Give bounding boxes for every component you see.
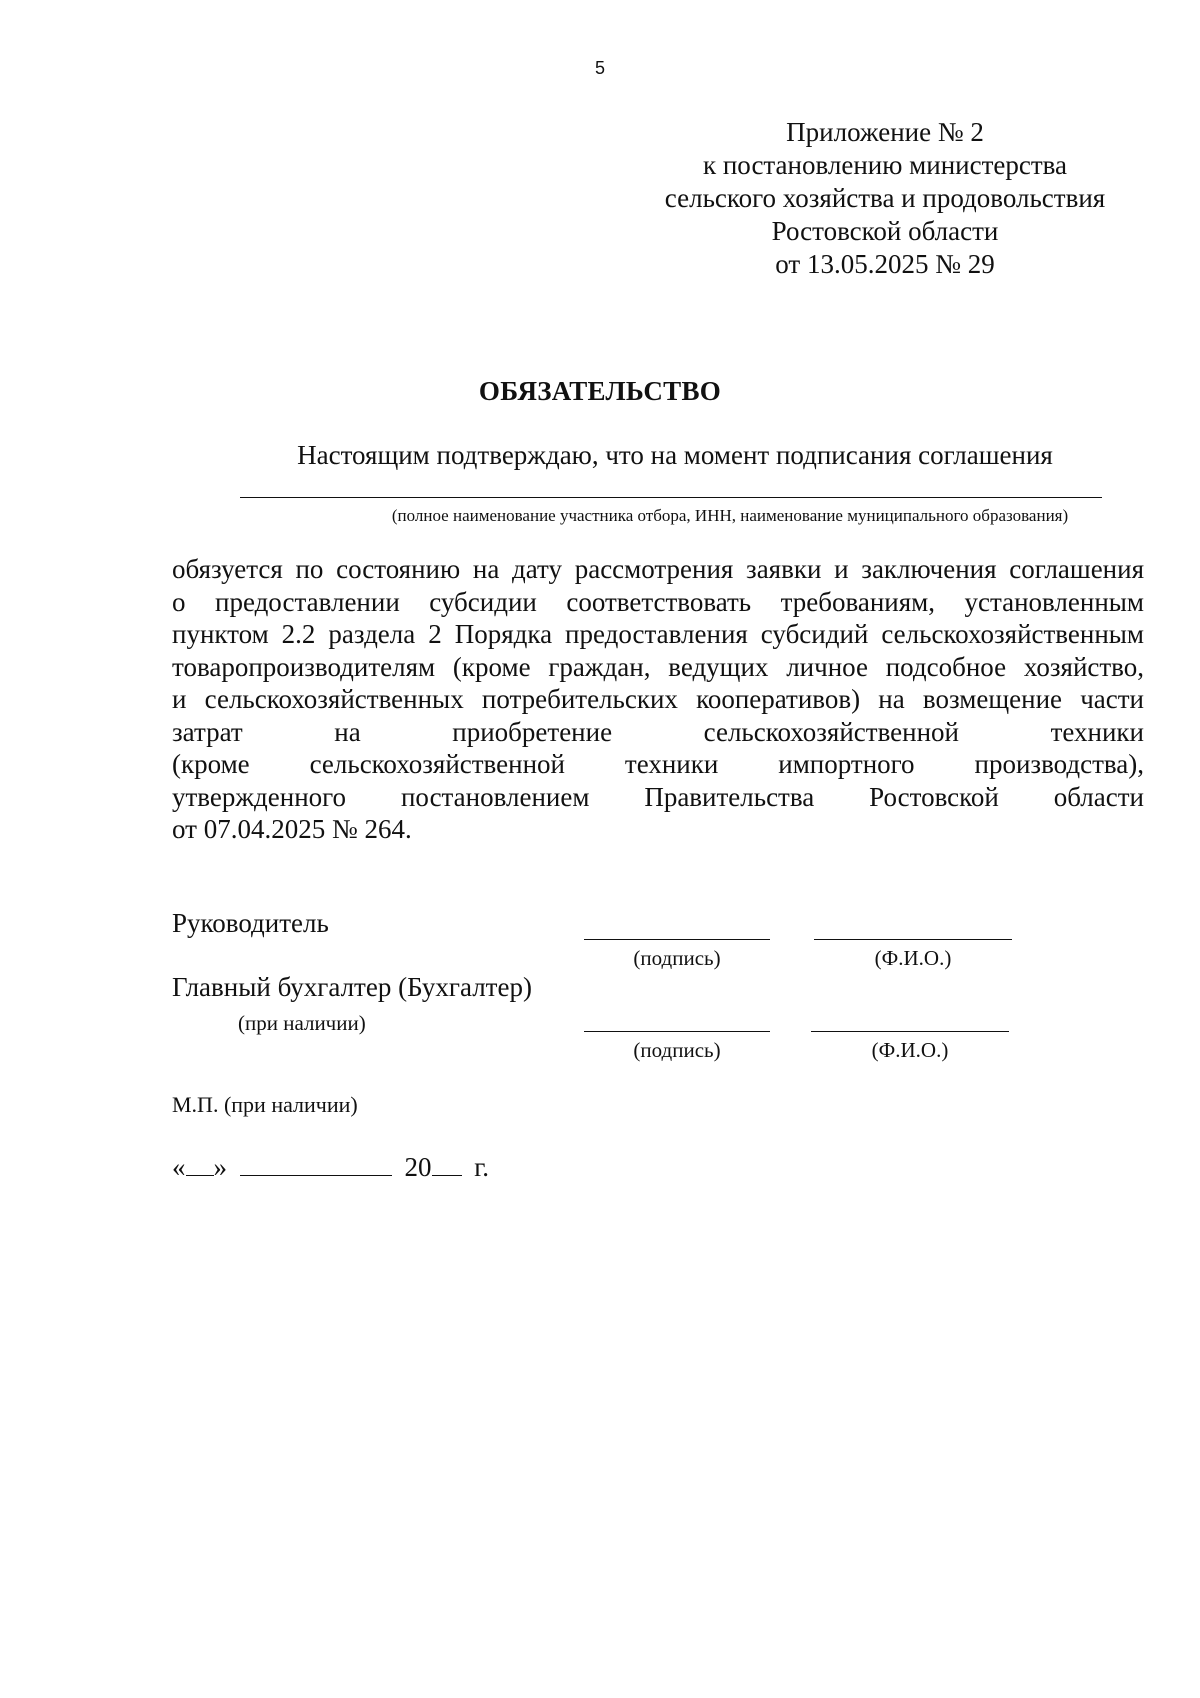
stamp-note: М.П. (при наличии) xyxy=(172,1092,358,1117)
date-row xyxy=(172,1152,489,1183)
body-line: утвержденного постановлением Правительства Ростовской области xyxy=(172,781,1144,812)
head-signature-line xyxy=(584,939,770,940)
body-line: о предоставлении субсидии соответствовать требованиям, установленным xyxy=(172,586,1144,617)
accountant-label: Главный бухгалтер (Бухгалтер) xyxy=(172,972,532,1002)
body-line: (кроме сельскохозяйственной техники импортного производства), xyxy=(172,749,1144,779)
year-suffix: г. xyxy=(474,1152,490,1182)
month-blank xyxy=(240,1153,392,1176)
appendix-header xyxy=(620,116,1150,281)
date-close-quote: » xyxy=(213,1152,227,1182)
date-open-quote: « xyxy=(172,1152,186,1182)
body-line: и сельскохозяйственных потребительских кооперативов) на возмещение части xyxy=(172,684,1144,714)
body-line: товаропроизводителям (кроме граждан, ведущих личное подсобное хозяйство, xyxy=(172,651,1144,682)
accountant-name-line xyxy=(811,1031,1009,1032)
document-title: ОБЯЗАТЕЛЬСТВО xyxy=(478,376,722,406)
appendix-line-3: сельского хозяйства и продовольствия xyxy=(664,183,1106,213)
intro-sentence: Настоящим подтверждаю, что на момент подписания соглашения xyxy=(297,440,1053,470)
appendix-line-5: от 13.05.2025 № 29 xyxy=(775,249,995,279)
body-line: затрат на приобретение сельскохозяйственной техники xyxy=(172,716,1144,747)
body-line: обязуется по состоянию на дату рассмотрения заявки и заключения соглашения xyxy=(172,554,1144,584)
obligation-body xyxy=(172,553,1144,846)
head-signature-caption: (подпись) xyxy=(633,946,721,970)
head-name-caption: (Ф.И.О.) xyxy=(874,946,952,970)
appendix-line-1: Приложение № 2 xyxy=(786,117,984,147)
year-prefix: 20 xyxy=(404,1152,432,1182)
accountant-signature-line xyxy=(584,1031,770,1032)
appendix-line-4: Ростовской области xyxy=(771,216,999,246)
appendix-line-2: к постановлению министерства xyxy=(702,150,1068,180)
accountant-signature-caption: (подпись) xyxy=(633,1038,721,1062)
accountant-sub-label: (при наличии) xyxy=(238,1011,366,1035)
head-name-line xyxy=(814,939,1012,940)
year-blank xyxy=(432,1153,462,1176)
page-number: 5 xyxy=(594,58,605,78)
accountant-name-caption: (Ф.И.О.) xyxy=(871,1038,949,1062)
body-line: пунктом 2.2 раздела 2 Порядка предоставления субсидий сельскохозяйственным xyxy=(172,619,1144,649)
body-line: от 07.04.2025 № 264. xyxy=(172,814,412,844)
head-label: Руководитель xyxy=(172,908,329,938)
participant-name-hint: (полное наименование участника отбора, ИНН, наименование муниципального образования) xyxy=(391,506,1069,525)
day-blank xyxy=(186,1153,214,1176)
participant-name-line xyxy=(240,497,1102,498)
